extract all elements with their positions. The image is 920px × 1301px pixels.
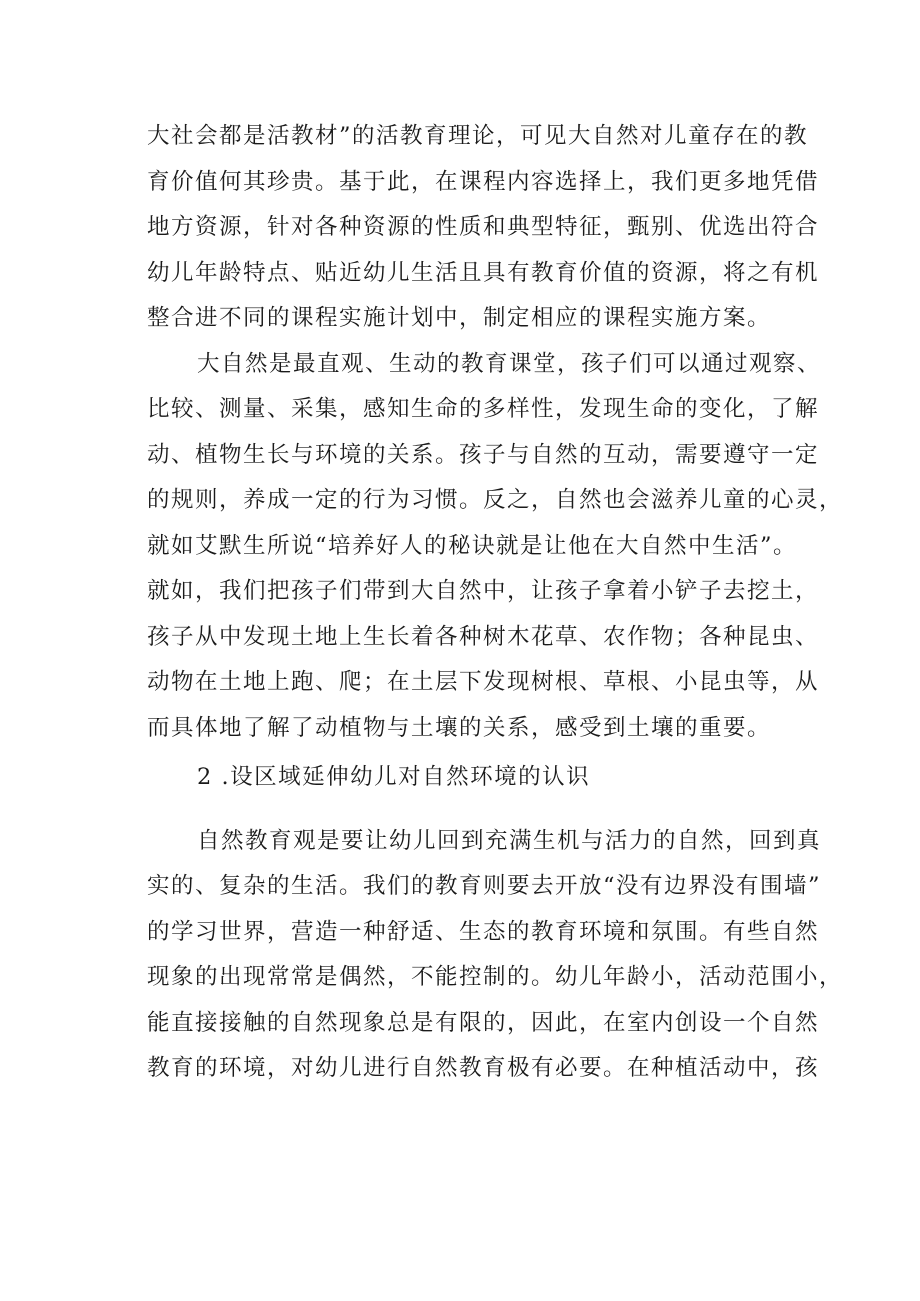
paragraph-line: 地方资源，针对各种资源的性质和典型特征，甄别、优选出符合 [147, 214, 820, 240]
paragraph-line: 比较、测量、采集，感知生命的多样性，发现生命的变化，了解 [147, 396, 820, 422]
paragraph-1 [147, 114, 820, 342]
paragraph-line: 的学习世界，营造一种舒适、生态的教育环境和氛围。有些自然 [147, 918, 820, 945]
paragraph-line: 整合进不同的课程实施计划中，制定相应的课程实施方案。 [147, 305, 772, 331]
paragraph-line: 大自然是最直观、生动的教育课堂，孩子们可以通过观察、 [197, 350, 822, 377]
document-body [147, 114, 844, 1092]
paragraph-line: 实的、复杂的生活。我们的教育则要去开放“没有边界没有围墙” [147, 873, 822, 899]
paragraph-line: 的规则，养成一定的行为习惯。反之，自然也会滋养儿童的心灵， [147, 487, 844, 513]
paragraph-line: 动、植物生长与环境的关系。孩子与自然的互动，需要遵守一定 [147, 441, 820, 468]
paragraph-2 [147, 342, 844, 752]
paragraph-line: 就如艾默生所说“培养好人的秘诀就是让他在大自然中生活”。 [147, 532, 798, 559]
paragraph-line: 孩子从中发现土地上生长着各种树木花草、农作物；各种昆虫、 [147, 623, 820, 650]
paragraph-line: 自然教育观是要让幼儿回到充满生机与活力的自然，回到真 [197, 827, 822, 854]
paragraph-line: 幼儿年龄特点、贴近幼儿生活且具有教育价值的资源，将之有机 [147, 259, 820, 286]
paragraph-line: 现象的出现常常是偶然，不能控制的。幼儿年龄小，活动范围小， [147, 964, 844, 990]
paragraph-line: 教育的环境，对幼儿进行自然教育极有必要。在种植活动中，孩 [147, 1055, 820, 1081]
paragraph-3 [147, 819, 844, 1092]
paragraph-line: 就如，我们把孩子们带到大自然中，让孩子拿着小铲子去挖土， [147, 578, 820, 604]
paragraph-line: 动物在土地上跑、爬；在土层下发现树根、草根、小昆虫等，从 [147, 669, 820, 695]
paragraph-line: 大社会都是活教材”的活教育理论，可见大自然对儿童存在的教 [147, 123, 809, 149]
paragraph-line: 育价值何其珍贵。基于此，在课程内容选择上，我们更多地凭借 [147, 168, 820, 195]
paragraph-line: 能直接接触的自然现象总是有限的，因此，在室内创设一个自然 [147, 1009, 820, 1036]
section-heading: 2 .设区域延伸幼儿对自然环境的认识 [197, 764, 591, 790]
paragraph-line: 而具体地了解了动植物与土壤的关系，感受到土壤的重要。 [147, 714, 772, 741]
